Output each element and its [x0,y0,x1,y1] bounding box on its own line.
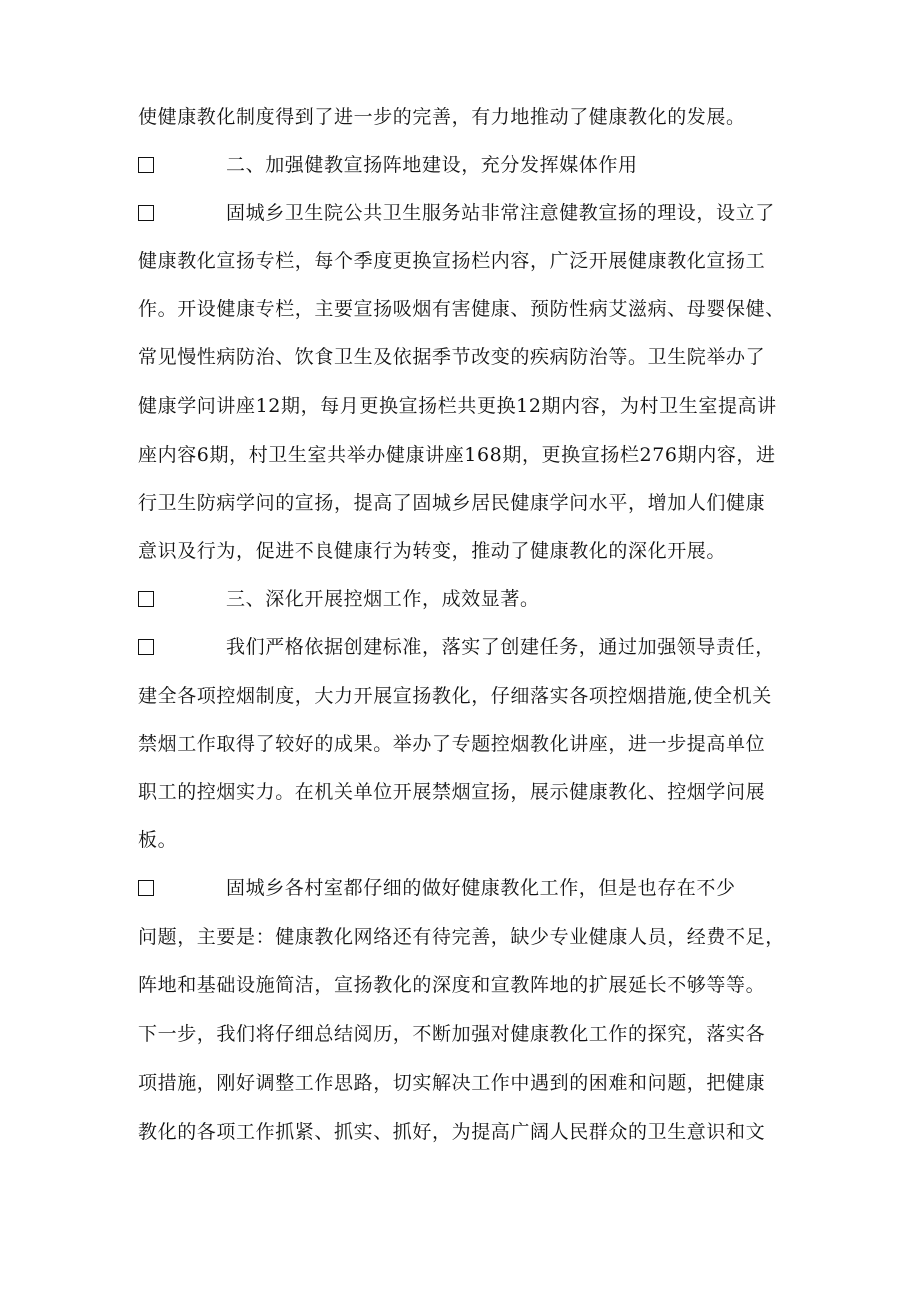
text-line: 职工的控烟实力。在机关单位开展禁烟宣扬，展示健康教化、控烟学问展 [138,781,766,803]
checkbox-icon [138,591,154,607]
text-line: 行卫生防病学问的宣扬，提高了固城乡居民健康学问水平，增加人们健康 [138,492,766,514]
text-line: 健康学问讲座12期，每月更换宣扬栏共更换12期内容，为村卫生室提高讲 [138,395,777,417]
section-heading: 二、加强健教宣扬阵地建设，充分发挥媒体作用 [226,154,638,176]
text-line: 教化的各项工作抓紧、抓实、抓好，为提高广阔人民群众的卫生意识和文 [138,1121,766,1143]
text-line: 建全各项控烟制度，大力开展宣扬教化，仔细落实各项控烟措施,使全机关 [138,685,772,707]
text-line: 使健康教化制度得到了进一步的完善，有力地推动了健康教化的发展。 [138,106,746,128]
text-line: 常见慢性病防治、饮食卫生及依据季节改变的疾病防治等。卫生院举办了 [138,346,766,368]
text-line: 作。开设健康专栏，主要宣扬吸烟有害健康、预防性病艾滋病、母婴保健、 [138,298,785,320]
text-line: 问题，主要是：健康教化网络还有待完善，缺少专业健康人员，经费不足， [138,926,785,948]
checkbox-icon [138,205,154,221]
text-line: 座内容6期，村卫生室共举办健康讲座168期，更换宣扬栏276期内容，进 [138,444,776,466]
checkbox-icon [138,639,154,655]
text-line: 阵地和基础设施简洁，宣扬教化的深度和宣教阵地的扩展延长不够等等。 [138,974,766,996]
section-heading: 三、深化开展控烟工作，成效显著。 [226,588,540,610]
text-line: 下一步，我们将仔细总结阅历，不断加强对健康教化工作的探究，落实各 [138,1023,766,1045]
text-line: 项措施，刚好调整工作思路，切实解决工作中遇到的困难和问题，把健康 [138,1072,766,1094]
text-line: 固城乡卫生院公共卫生服务站非常注意健教宣扬的理设，设立了 [226,202,775,224]
text-line: 健康教化宣扬专栏，每个季度更换宣扬栏内容，广泛开展健康教化宣扬工 [138,250,766,272]
text-line: 我们严格依据创建标准，落实了创建任务，通过加强领导责任， [226,636,775,658]
checkbox-icon [138,157,154,173]
checkbox-icon [138,880,154,896]
text-line: 禁烟工作取得了较好的成果。举办了专题控烟教化讲座，进一步提高单位 [138,733,766,755]
text-line: 固城乡各村室都仔细的做好健康教化工作，但是也存在不少 [226,877,736,899]
text-line: 板。 [138,829,178,851]
text-line: 意识及行为，促进不良健康行为转变，推动了健康教化的深化开展。 [138,540,727,562]
